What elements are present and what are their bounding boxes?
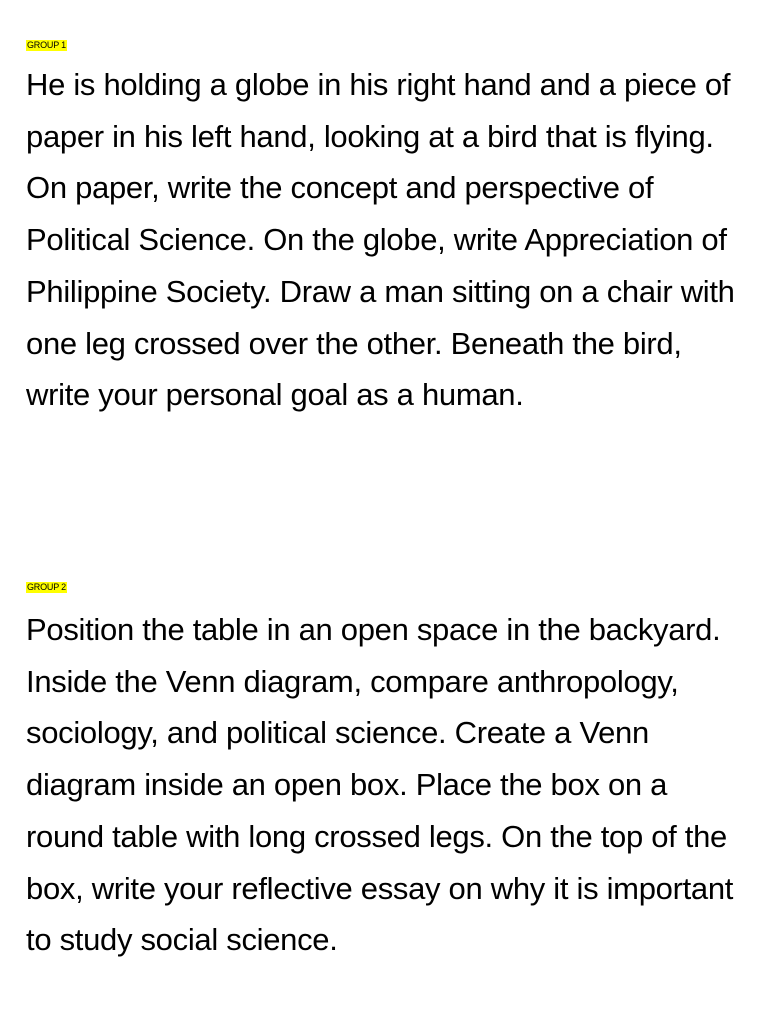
group-2-instructions: Position the table in an open space in the backyard. Inside the Venn diagram, compare anthropology, sociology, and political science. Create a Venn diagram inside an open box. Place the box on a round table with long crossed legs. On the top of the box, write your reflective essay on why it is important to study social science. bbox=[26, 612, 734, 958]
group-2-label: GROUP 2 bbox=[27, 582, 66, 592]
group-1-instructions: He is holding a globe in his right hand and a piece of paper in his left hand, looking at a bird that is flying. On paper, write the concept and perspective of Political Science. On the globe, write Appreciation of Philippine Society. Draw a man sitting on a chair with one leg crossed over the other. Beneath the bird, write your personal goal as a human. bbox=[26, 67, 735, 413]
group-1-label: GROUP 1 bbox=[27, 40, 66, 50]
